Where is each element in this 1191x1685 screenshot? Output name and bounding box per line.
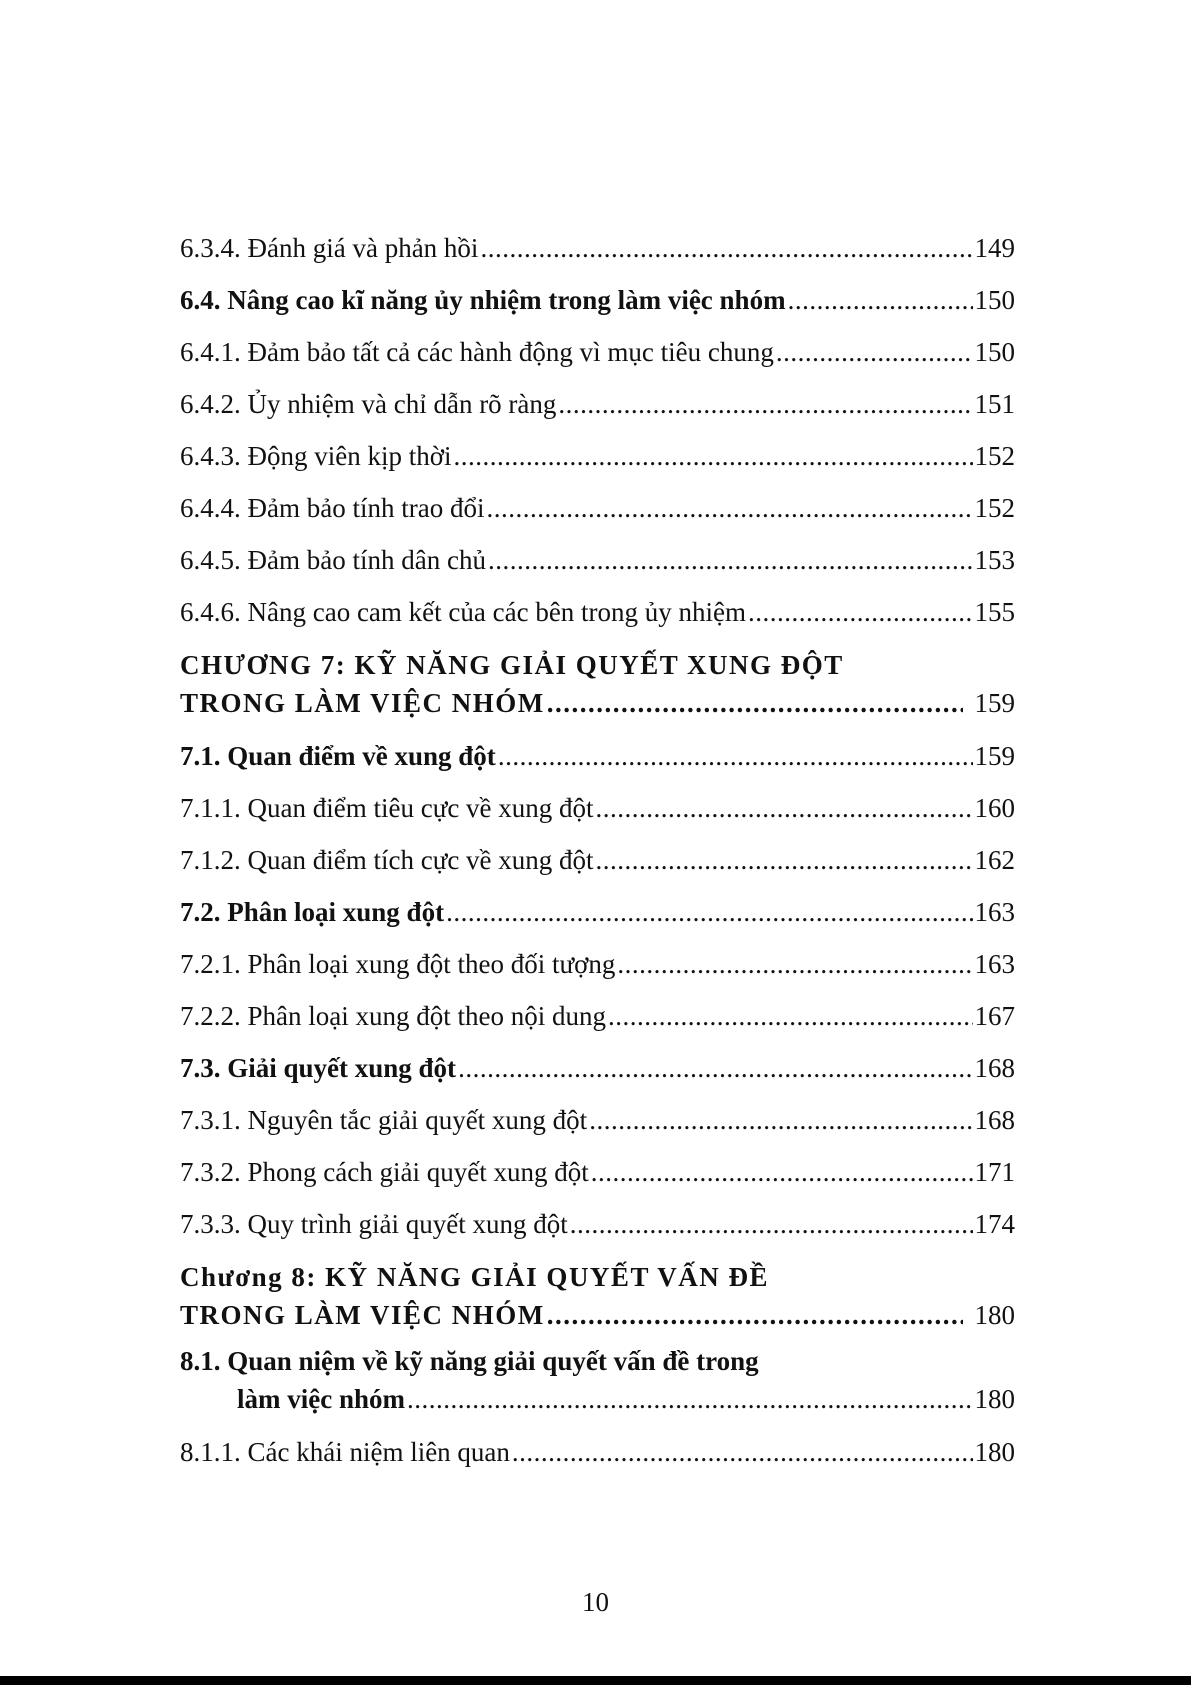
toc-chapter-8[interactable] <box>180 1258 1015 1334</box>
toc-entry-6-4-4[interactable] <box>180 482 1015 534</box>
toc-entry-page: 153 <box>974 545 1015 575</box>
chapter-title-line: CHƯƠNG 7: KỸ NĂNG GIẢI QUYẾT XUNG ĐỘT <box>180 650 844 680</box>
dot-leader <box>570 1198 973 1250</box>
toc-entry-page: 163 <box>974 949 1015 979</box>
toc-entry-6-3-4[interactable] <box>180 222 1015 274</box>
dot-leader <box>589 1094 972 1146</box>
toc-entry-title: 7.1.2. Quan điểm tích cực về xung đột <box>180 845 594 875</box>
toc-entry-page: 159 <box>974 741 1015 771</box>
page-number: 10 <box>582 1587 609 1617</box>
toc-entry-continuation <box>180 1380 1015 1418</box>
toc-entry-page: 167 <box>974 1001 1015 1031</box>
table-of-contents <box>180 222 1015 1478</box>
toc-entry-page: 152 <box>974 441 1015 471</box>
toc-entry-6-4-6[interactable] <box>180 586 1015 638</box>
toc-entry-title: 7.1.1. Quan điểm tiêu cực về xung đột <box>180 793 594 823</box>
toc-entry-6-4[interactable] <box>180 274 1015 326</box>
toc-entry-title: 7.2.2. Phân loại xung đột theo nội dung <box>180 1001 606 1031</box>
toc-entry-6-4-1[interactable] <box>180 326 1015 378</box>
toc-entry-7-3-1[interactable] <box>180 1094 1015 1146</box>
toc-entry-title: 6.3.4. Đánh giá và phản hồi <box>180 233 479 263</box>
toc-entry-title: 6.4.2. Ủy nhiệm và chỉ dẫn rõ ràng <box>180 389 557 419</box>
toc-entry-title: 7.2. Phân loại xung đột <box>180 897 445 927</box>
toc-entry-7-3-2[interactable] <box>180 1146 1015 1198</box>
toc-entry-page: 160 <box>974 793 1015 823</box>
toc-entry-page: 150 <box>974 285 1015 315</box>
toc-entry-page: 151 <box>974 389 1015 419</box>
dot-leader <box>748 586 972 638</box>
toc-entry-title: 6.4.4. Đảm bảo tính trao đổi <box>180 493 485 523</box>
toc-entry-8-1-1[interactable] <box>180 1426 1015 1478</box>
toc-entry-title: 6.4.3. Động viên kịp thời <box>180 441 452 471</box>
toc-entry-title: làm việc nhóm <box>237 1384 405 1414</box>
dot-leader <box>498 730 973 782</box>
dot-leader <box>454 430 973 482</box>
toc-entry-7-1-2[interactable] <box>180 834 1015 886</box>
dot-leader <box>488 534 973 586</box>
toc-entry-page: 168 <box>974 1105 1015 1135</box>
toc-entry-7-2[interactable] <box>180 886 1015 938</box>
dot-leader <box>407 1380 973 1418</box>
toc-entry-title: 8.1.1. Các khái niệm liên quan <box>180 1437 510 1467</box>
toc-entry-page: 152 <box>974 493 1015 523</box>
toc-entry-page: 168 <box>974 1053 1015 1083</box>
toc-entry-page: 171 <box>974 1157 1015 1187</box>
toc-entry-page: 180 <box>974 1437 1015 1467</box>
toc-entry-7-3[interactable] <box>180 1042 1015 1094</box>
toc-entry-title: 7.3.2. Phong cách giải quyết xung đột <box>180 1157 589 1187</box>
toc-entry-title: 6.4.6. Nâng cao cam kết của các bên trong ủy nhiệm <box>180 597 747 627</box>
dot-leader <box>617 938 972 990</box>
dot-leader <box>480 222 972 274</box>
toc-entry-page: 150 <box>974 337 1015 367</box>
toc-entry-7-2-2[interactable] <box>180 990 1015 1042</box>
dot-leader <box>596 782 973 834</box>
toc-entry-page: 162 <box>974 845 1015 875</box>
toc-entry-7-2-1[interactable] <box>180 938 1015 990</box>
dot-leader <box>486 482 972 534</box>
toc-entry-title: 6.4.5. Đảm bảo tính dân chủ <box>180 545 486 575</box>
toc-entry-page: 149 <box>974 233 1015 263</box>
toc-entry-title: 7.1. Quan điểm về xung đột <box>180 741 496 771</box>
toc-entry-6-4-2[interactable] <box>180 378 1015 430</box>
toc-chapter-7[interactable] <box>180 646 1015 722</box>
dot-leader <box>596 834 973 886</box>
toc-entry-title: 7.2.1. Phân loại xung đột theo đối tượng <box>180 949 616 979</box>
toc-entry-6-4-5[interactable] <box>180 534 1015 586</box>
chapter-title-line: TRONG LÀM VIỆC NHÓM <box>180 1300 545 1330</box>
dot-leader <box>547 684 963 722</box>
dot-leader <box>776 326 973 378</box>
toc-entry-title: 7.3.3. Quy trình giải quyết xung đột <box>180 1209 568 1239</box>
toc-entry-title: 6.4. Nâng cao kĩ năng ủy nhiệm trong làm việc nhóm <box>180 285 786 315</box>
dot-leader <box>512 1426 973 1478</box>
toc-entry-8-1[interactable] <box>180 1342 1015 1418</box>
chapter-title-line-with-page <box>180 1296 1015 1334</box>
toc-entry-6-4-3[interactable] <box>180 430 1015 482</box>
toc-entry-7-1-1[interactable] <box>180 782 1015 834</box>
chapter-title-line-with-page <box>180 684 1015 722</box>
toc-entry-page: 159 <box>974 688 1015 718</box>
dot-leader <box>591 1146 973 1198</box>
dot-leader <box>547 1296 963 1334</box>
toc-entry-title: 7.3.1. Nguyên tắc giải quyết xung đột <box>180 1105 588 1135</box>
toc-entry-7-3-3[interactable] <box>180 1198 1015 1250</box>
dot-leader <box>608 990 973 1042</box>
toc-entry-title: 7.3. Giải quyết xung đột <box>180 1053 457 1083</box>
chapter-title-line: TRONG LÀM VIỆC NHÓM <box>180 688 545 718</box>
toc-entry-title: 6.4.1. Đảm bảo tất cả các hành động vì mục tiêu chung <box>180 337 774 367</box>
toc-entry-page: 174 <box>974 1209 1015 1239</box>
dot-leader <box>558 378 972 430</box>
dot-leader <box>458 1042 972 1094</box>
toc-entry-page: 180 <box>974 1300 1015 1330</box>
bottom-edge-bar <box>0 1676 1191 1685</box>
toc-entry-7-1[interactable] <box>180 730 1015 782</box>
dot-leader <box>446 886 972 938</box>
toc-entry-page: 155 <box>974 597 1015 627</box>
toc-entry-page: 180 <box>974 1384 1015 1414</box>
chapter-title-line: Chương 8: KỸ NĂNG GIẢI QUYẾT VẤN ĐỀ <box>180 1262 769 1292</box>
toc-entry-page: 163 <box>974 897 1015 927</box>
dot-leader <box>788 274 973 326</box>
toc-entry-title: 8.1. Quan niệm về kỹ năng giải quyết vấn đề trong <box>180 1346 759 1376</box>
